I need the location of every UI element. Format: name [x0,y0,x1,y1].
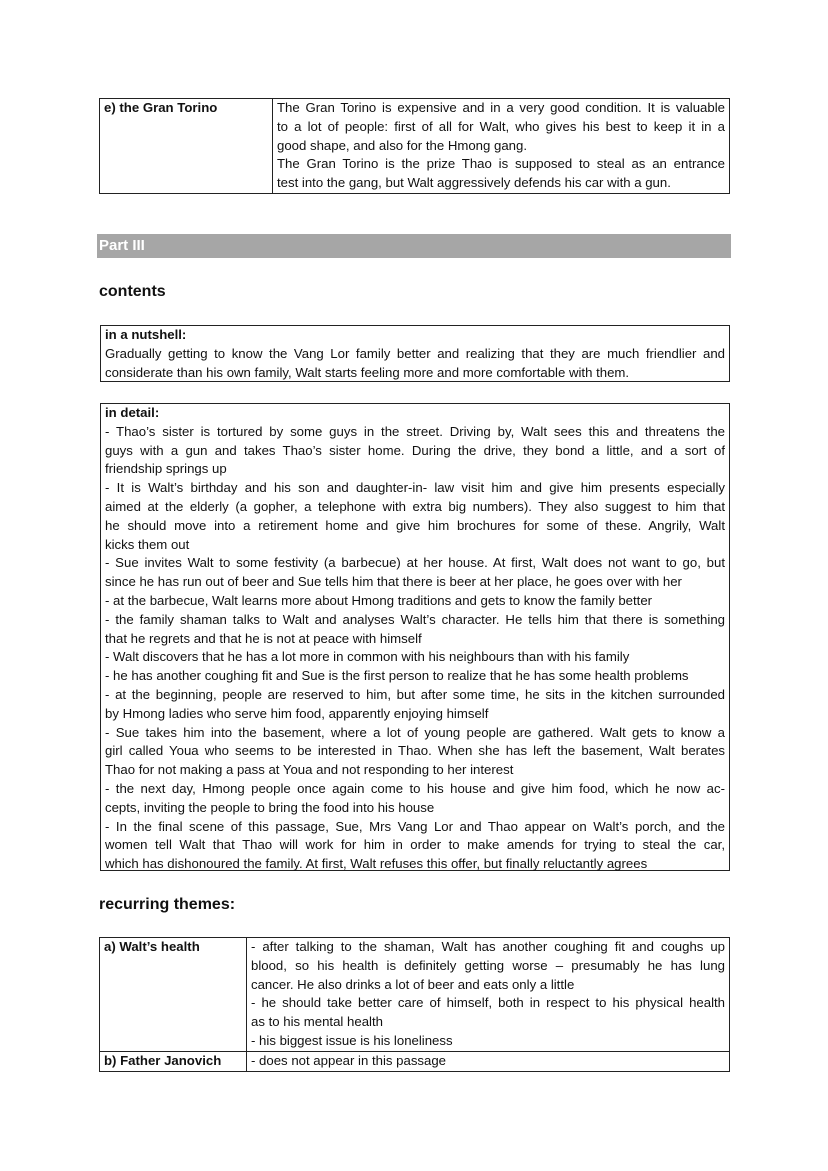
text-line: - Sue invites Walt to some festivity (a barbecue) at her house. At first, Walt does not want to go, but [105,555,725,571]
text-line: - the family shaman talks to Walt and analyses Walt’s character. He tells him that there is something [105,611,725,627]
text-line: he should move into a retirement home and give him brochures for some of these. Angrily, Walt [105,517,725,533]
detail-title: in detail: [105,405,160,420]
text-line: - at the barbecue, Walt learns more about Hmong traditions and gets to know the family better [105,592,653,608]
text-line: - at the beginning, people are reserved to him, but after some time, he sits in the kitchen surrounded [105,686,725,702]
nutshell-title: in a nutshell: [105,327,187,342]
table-row [100,938,730,1052]
text-line: test into the gang, but Walt aggressively defends his car with a gun. [277,175,671,191]
table-row [100,99,730,194]
row-content [247,1051,730,1071]
text-line: Gradually getting to know the Vang Lor family better and realizing that they are much friendlier and [105,345,725,361]
row-label: b) Father Janovich [100,1051,247,1071]
text-line: good shape, and also for the Hmong gang. [277,137,528,153]
text-line: - In the final scene of this passage, Sue, Mrs Vang Lor and Thao appear on Walt’s porch, and the [105,818,725,834]
text-line: to a lot of people: first of all for Walt, who gives his best to keep it in a [277,118,725,134]
text-line: - Thao’s sister is tortured by some guys in the street. Driving by, Walt sees this and threatens the [105,423,725,439]
text-line: girl called Youa who seems to be interested in Thao. When she has left the basement, Walt berates [105,743,725,759]
row-label: a) Walt’s health [100,938,247,1052]
text-line: women tell Walt that Thao will work for him in order to make amends for trying to steal the car, [105,837,725,853]
nutshell-box [100,325,730,382]
nutshell-text [105,345,725,383]
text-line: cepts, inviting the people to bring the food into his house [105,799,435,815]
text-line: friendship springs up [105,461,227,477]
text-line: - he should take better care of himself, both in respect to his physical health [251,995,725,1011]
text-line: guys with a gun and takes Thao’s sister home. During the drive, they bond a little, and a sort of [105,442,725,458]
text-line: cancer. He also drinks a lot of beer and eats only a little [251,976,575,992]
text-line: considerate than his own family, Walt starts feeling more and more comfortable with them. [105,364,630,380]
text-line: - after talking to the shaman, Walt has another coughing fit and coughs up [251,939,725,954]
text-line: which has dishonoured the family. At first, Walt refuses this offer, but finally reluctantly agrees [105,856,648,872]
text-line: blood, so his health is definitely getting worse – presumably he has lung [251,957,725,973]
table-row [100,1051,730,1071]
text-line: as to his mental health [251,1014,383,1030]
contents-heading: contents [99,283,166,300]
text-line: kicks them out [105,536,190,552]
detail-box [100,403,730,871]
text-line: - Walt discovers that he has a lot more in common with his neighbours than with his family [105,649,630,665]
text-line: The Gran Torino is expensive and in a very good condition. It is valuable [277,100,725,115]
text-line: - It is Walt’s birthday and his son and daughter-in- law visit him and give him presents especially [105,480,725,496]
gran-torino-table [99,98,730,194]
themes-heading: recurring themes: [99,896,236,913]
text-line: aimed at the elderly (a gopher, a telephone with extra big numbers). They also suggest to him that [105,498,725,514]
row-label: e) the Gran Torino [100,99,273,194]
text-line: - he has another coughing fit and Sue is the first person to realize that he has some health problems [105,668,689,684]
text-line: since he has run out of beer and Sue tells him that there is beer at her place, he goes over with her [105,574,682,590]
themes-table [99,937,730,1072]
row-content [247,938,730,1052]
part-title: Part III [97,234,731,258]
text-line: Thao for not making a pass at Youa and not responding to her interest [105,762,514,778]
text-line: - the next day, Hmong people once again come to his house and give him food, which he now ac- [105,780,725,796]
text-line: by Hmong ladies who serve him food, apparently enjoying himself [105,705,489,721]
text-line: - his biggest issue is his loneliness [251,1032,453,1048]
detail-text [105,423,725,874]
text-line: that he regrets and that he is not at peace with himself [105,630,422,646]
text-line: The Gran Torino is the prize Thao is supposed to steal as an entrance [277,156,725,172]
text-line: - Sue takes him into the basement, where a lot of young people are gathered. Walt gets to know a [105,724,725,740]
row-content [273,99,730,194]
text-line: - does not appear in this passage [251,1052,447,1068]
